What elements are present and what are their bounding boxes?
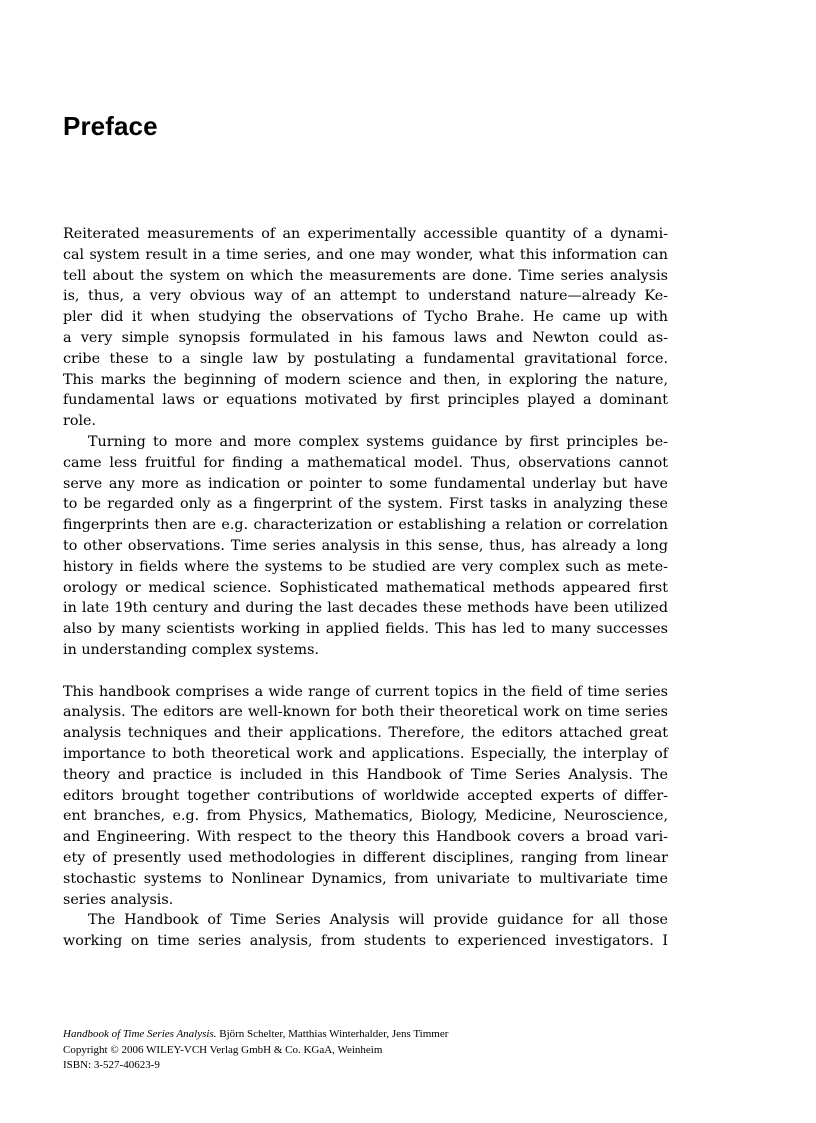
text-line: working on time series analysis, from students to experienced investigators. I — [63, 933, 668, 950]
text-line: orology or medical science. Sophisticated mathematical methods appeared first — [63, 579, 668, 596]
preface-body — [63, 224, 668, 952]
text-line: ent branches, e.g. from Physics, Mathematics, Biology, Medicine, Neuroscience, — [63, 808, 668, 825]
text-line: analysis. The editors are well-known for both their theoretical work on time series — [63, 704, 668, 721]
text-line: cribe these to a single law by postulating a fundamental gravitational force. — [63, 350, 668, 367]
text-line: serve any more as indication or pointer to some fundamental underlay but have — [63, 475, 668, 492]
text-line: a very simple synopsis formulated in his famous laws and Newton could as- — [63, 329, 668, 346]
text-line: tell about the system on which the measurements are done. Time series analysis — [63, 267, 668, 284]
copyright-footer — [63, 1027, 763, 1074]
text-line: analysis techniques and their applications. Therefore, the editors attached great — [63, 725, 668, 742]
text-line: editors brought together contributions of worldwide accepted experts of differ- — [63, 787, 668, 804]
text-line: cal system result in a time series, and one may wonder, what this information can — [63, 246, 668, 263]
text-line: The Handbook of Time Series Analysis will provide guidance for all those — [88, 912, 668, 929]
text-line: series analysis. — [63, 891, 174, 908]
paragraph-4 — [63, 910, 668, 952]
text-line: also by many scientists working in applied fields. This has led to many successes — [63, 621, 668, 638]
citation-line — [63, 1027, 763, 1043]
text-line: in understanding complex systems. — [63, 641, 319, 658]
text-line: came less fruitful for finding a mathematical model. Thus, observations cannot — [63, 454, 668, 471]
text-line: This handbook comprises a wide range of current topics in the field of time series — [63, 683, 668, 700]
text-line: This marks the beginning of modern science and then, in exploring the nature, — [63, 371, 668, 388]
text-line: fundamental laws or equations motivated by first principles played a dominant — [63, 392, 668, 409]
paragraph-1 — [63, 224, 668, 432]
text-line: to other observations. Time series analysis in this sense, thus, has already a long — [63, 537, 668, 554]
text-line: and Engineering. With respect to the theory this Handbook covers a broad vari- — [63, 829, 668, 846]
text-line: is, thus, a very obvious way of an attempt to understand nature—already Ke- — [63, 288, 668, 305]
text-line: ety of presently used methodologies in different disciplines, ranging from linear — [63, 849, 668, 866]
text-line: theory and practice is included in this Handbook of Time Series Analysis. The — [63, 766, 668, 783]
text-line: history in fields where the systems to be studied are very complex such as mete- — [63, 558, 668, 575]
isbn-line: ISBN: 3-527-40623-9 — [63, 1059, 160, 1071]
text-line: fingerprints then are e.g. characterization or establishing a relation or correlation — [63, 517, 668, 534]
paragraph-gap — [63, 661, 668, 682]
editors: Björn Schelter, Matthias Winterhalder, Jens Timmer — [219, 1028, 449, 1040]
text-line: Turning to more and more complex systems guidance by first principles be- — [88, 433, 668, 450]
copyright-line: Copyright © 2006 WILEY-VCH Verlag GmbH & Co. KGaA, Weinheim — [63, 1043, 383, 1056]
text-line: to be regarded only as a fingerprint of the system. First tasks in analyzing these — [63, 496, 668, 513]
text-line: importance to both theoretical work and applications. Especially, the interplay of — [63, 745, 668, 762]
text-line: in late 19th century and during the last decades these methods have been utilized — [63, 600, 668, 617]
paragraph-2 — [63, 432, 668, 661]
text-line: stochastic systems to Nonlinear Dynamics, from univariate to multivariate time — [63, 870, 668, 887]
page-title: Preface — [63, 111, 158, 141]
text-line: Reiterated measurements of an experimentally accessible quantity of a dynami- — [63, 226, 668, 242]
text-line: role. — [63, 413, 97, 430]
text-line: pler did it when studying the observations of Tycho Brahe. He came up with — [63, 309, 668, 326]
paragraph-3 — [63, 682, 668, 911]
book-title: Handbook of Time Series Analysis. — [63, 1028, 217, 1040]
